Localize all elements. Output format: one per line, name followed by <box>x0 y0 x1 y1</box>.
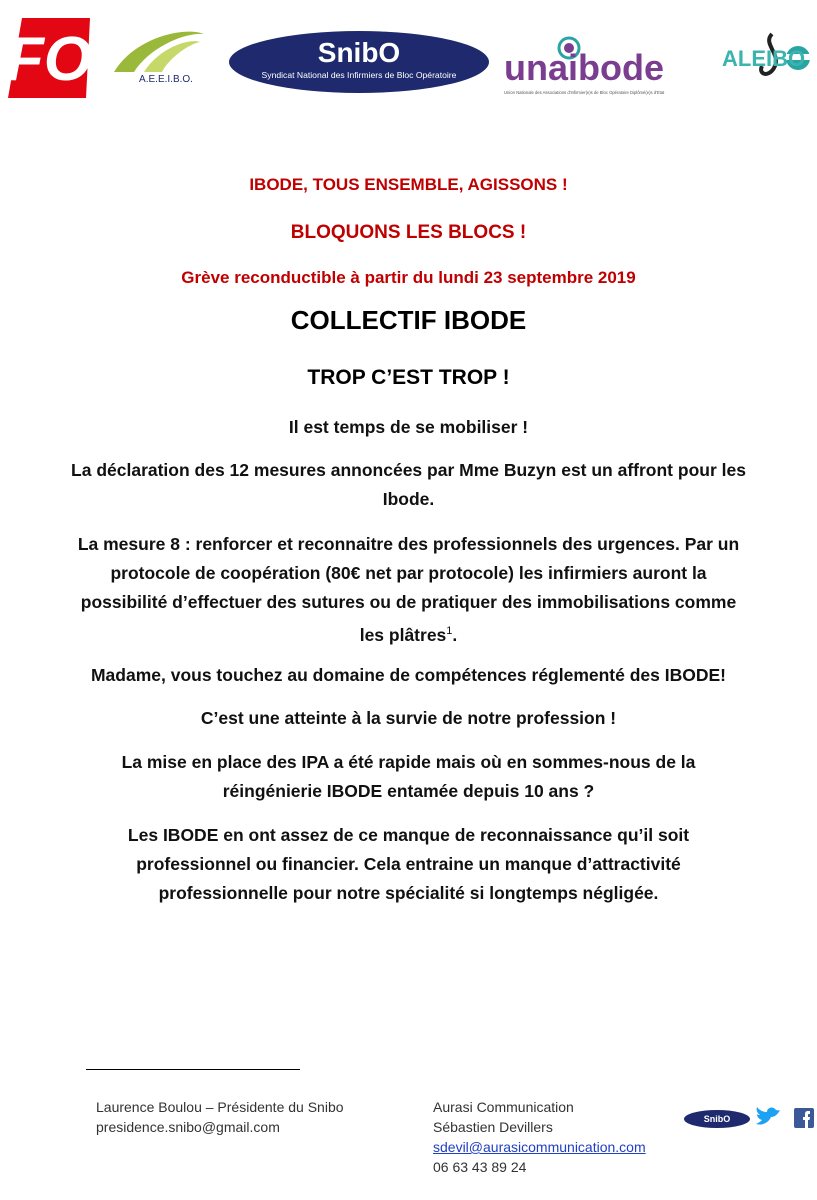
paragraph-declaration: La déclaration des 12 mesures annoncées par Mme Buzyn est un affront pour les Ibode. <box>71 460 746 509</box>
slogan-heading: IBODE, TOUS ENSEMBLE, AGISSONS ! <box>249 175 568 194</box>
paragraph-measure-8: La mesure 8 : renforcer et reconnaitre des professionnels des urgences. Par un protocole de coopération (80€ net par protocole) les infirmiers auront la possibilité d’effectuer des sutures ou de pratiquer des immobilisations comme les plâtres$^1$. <box>77 534 740 645</box>
svg-text:FO: FO <box>5 25 92 94</box>
contact-email-link[interactable]: sdevil@aurasicommunication.com <box>433 1139 646 1155</box>
contact-name: Sébastien Devillers <box>433 1119 553 1135</box>
aleibo-logo <box>722 24 814 88</box>
svg-text:SnibO: SnibO <box>703 1114 731 1124</box>
strike-date-heading: Grève reconductible à partir du lundi 23 septembre 2019 <box>181 268 636 287</box>
footnote-marker: 1 <box>446 625 453 637</box>
paragraph-measure-8-text: La mesure 8 : renforcer et reconnaitre des professionnels des urgences. Par un protocole de coopération (80€ net par protocole) les infirmiers auront la possibilité d’effectuer des sutures ou de pratiquer des immobilisations comme les plâtres <box>77 534 740 645</box>
contact-email: presidence.snibo@gmail.com <box>96 1119 280 1135</box>
footer-contact-left <box>96 1097 344 1137</box>
snibo-small-logo <box>682 1100 752 1136</box>
paragraph-ipa: La mise en place des IPA a été rapide mais où en sommes-nous de la réingénierie IBODE entamée depuis 10 ans ? <box>121 752 696 801</box>
contact-phone: 06 63 43 89 24 <box>433 1159 527 1175</box>
aefibo-logo <box>104 28 224 86</box>
paragraph-recognition: Les IBODE en ont assez de ce manque de reconnaissance qu’il soit professionnel ou financier. Cela entraine un manque d’attractivité professionnelle pour notre spécialité si longtemps négligée. <box>127 825 690 903</box>
svg-text:Syndicat National des Infirmie: Syndicat National des Infirmiers de Bloc Opératoire <box>261 70 457 80</box>
paragraph-mobilize: Il est temps de se mobiliser ! <box>288 417 529 437</box>
footer-contact-right <box>433 1097 646 1177</box>
paragraph-madame: Madame, vous touchez au domaine de compétences réglementé des IBODE! <box>90 665 727 685</box>
subtitle: TROP C’EST TROP ! <box>307 366 510 389</box>
twitter-icon[interactable] <box>753 1100 783 1136</box>
page-title: COLLECTIF IBODE <box>290 305 527 335</box>
contact-name: Laurence Boulou – Présidente du Snibo <box>96 1099 344 1115</box>
fo-logo <box>2 14 92 100</box>
svg-text:SnibO: SnibO <box>317 37 401 68</box>
block-heading: BLOQUONS LES BLOCS ! <box>290 222 527 243</box>
svg-text:A.E.E.I.B.O.: A.E.E.I.B.O. <box>139 74 193 85</box>
unaibode-logo <box>504 34 690 98</box>
logo-bar <box>0 0 817 120</box>
footnote-divider <box>86 1069 300 1070</box>
facebook-icon[interactable] <box>793 1100 815 1136</box>
paragraph-survival: C’est une atteinte à la survie de notre profession ! <box>200 708 617 728</box>
svg-text:ALEIBO: ALEIBO <box>722 46 806 71</box>
svg-text:Union Nationale des Associatio: Union Nationale des Associations d'Infirmier(e)s de Bloc Opératoire Diplômé(e)s d'Etat <box>504 90 665 95</box>
svg-text:unaibode: unaibode <box>504 47 664 88</box>
snibo-logo <box>228 30 490 94</box>
contact-organization: Aurasi Communication <box>433 1099 574 1115</box>
